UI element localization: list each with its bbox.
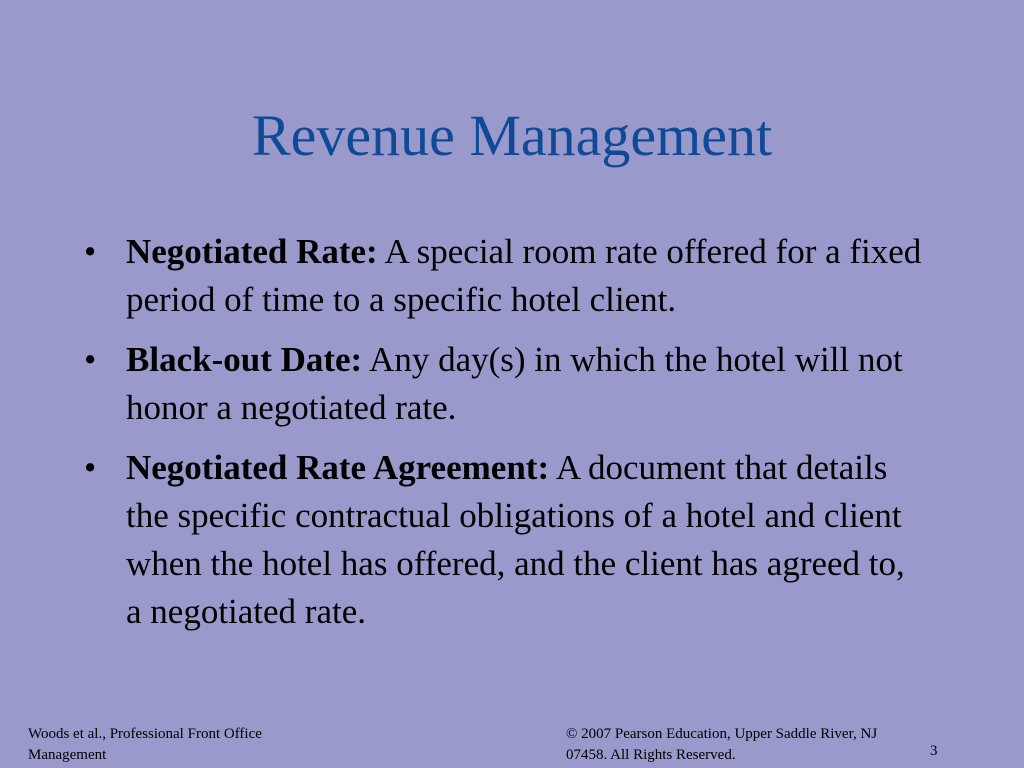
bullet-item-negotiated-rate-agreement	[84, 444, 924, 636]
bullet-list	[84, 228, 924, 648]
footer-citation: Woods et al., Professional Front Office Management	[28, 726, 262, 763]
bullet-definition: Any day(s) in which the hotel will not honor a negotiated rate.	[126, 340, 903, 427]
bullet-item-black-out-date	[84, 336, 924, 432]
bullet-marker: •	[84, 448, 97, 487]
bullet-term: Black-out Date:	[126, 340, 363, 379]
slide-title: Revenue Management	[251, 103, 773, 168]
bullet-term: Negotiated Rate:	[126, 232, 378, 271]
bullet-marker: •	[84, 232, 97, 271]
bullet-definition: A document that details the specific contractual obligations of a hotel and client when the hotel has offered, and the client has agreed to, a negotiated rate.	[126, 448, 905, 631]
bullet-definition: A special room rate offered for a fixed period of time to a specific hotel client.	[126, 232, 922, 319]
bullet-marker: •	[84, 340, 97, 379]
page-number: 3	[930, 743, 938, 759]
footer-copyright: © 2007 Pearson Education, Upper Saddle River, NJ 07458. All Rights Reserved.	[566, 726, 878, 763]
bullet-item-negotiated-rate	[84, 228, 924, 324]
bullet-term: Negotiated Rate Agreement:	[126, 448, 550, 487]
